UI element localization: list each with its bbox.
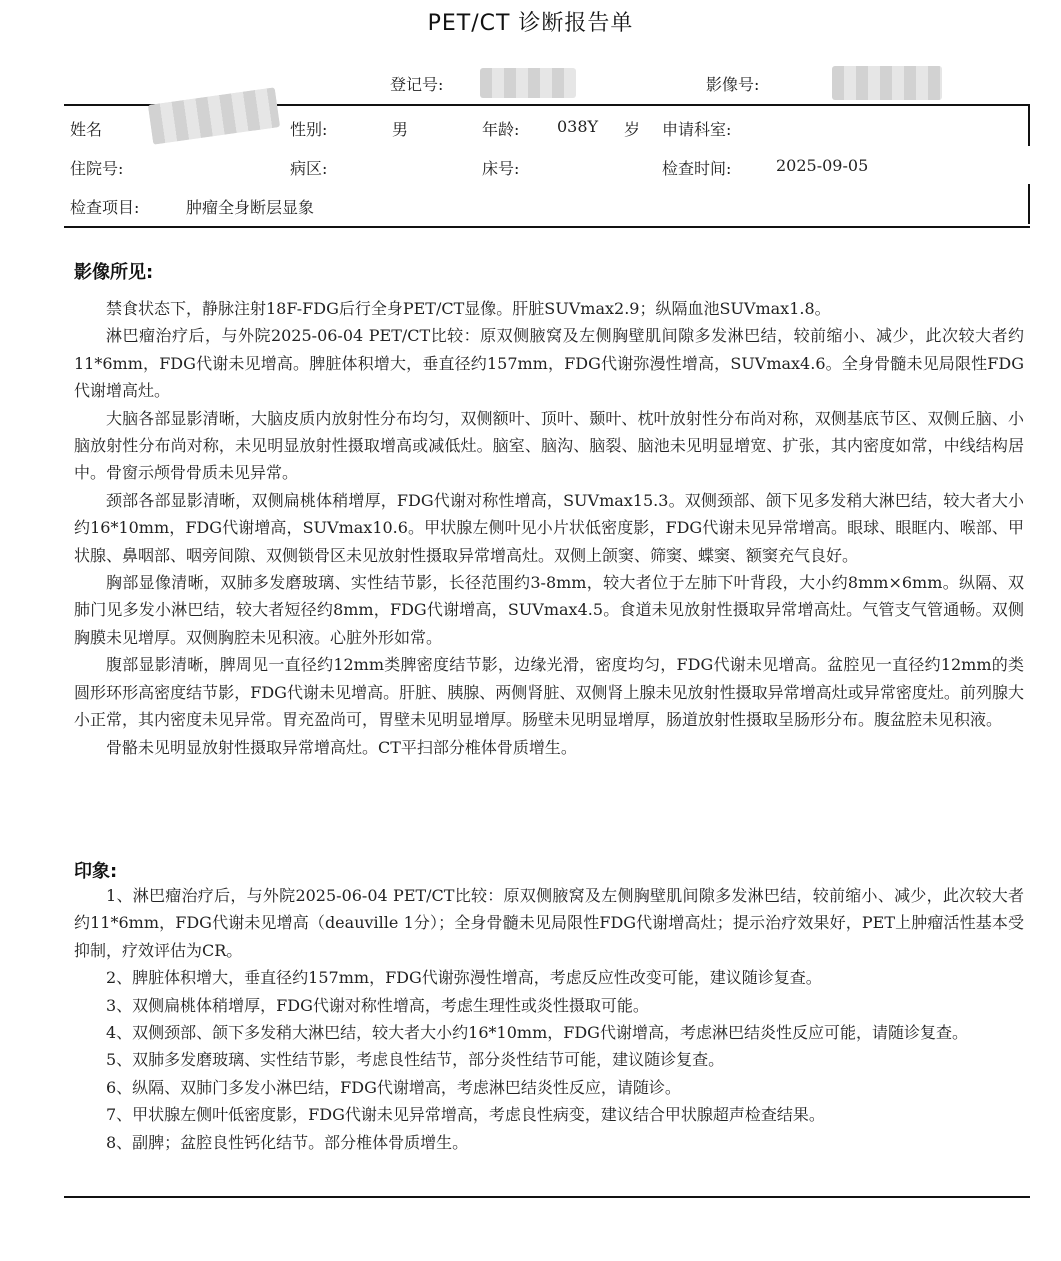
impression-item: 1、淋巴瘤治疗后，与外院2025-06-04 PET/CT比较：原双侧腋窝及左侧胸壁肌间隙多发淋巴结，较前缩小、减少，此次较大者约11*6mm，FDG代谢未见增高（deauville 1分）；全身骨髓未见局限性FDG代谢增高灶；提示治疗效果好，PET上肿瘤活性基本受抑制，疗效评估为CR。 bbox=[74, 886, 1024, 960]
header-right-rule-2 bbox=[1028, 184, 1030, 224]
impression-heading: 印象: bbox=[74, 861, 118, 882]
impression-item: 6、纵隔、双肺门多发小淋巴结，FDG代谢增高，考虑淋巴结炎性反应，请随诊。 bbox=[106, 1077, 681, 1097]
impression-item: 7、甲状腺左侧叶低密度影，FDG代谢未见异常增高，考虑良性病变，建议结合甲状腺超声检查结果。 bbox=[106, 1105, 825, 1125]
impression-item: 4、双侧颈部、颌下多发稍大淋巴结，较大者大小约16*10mm，FDG代谢增高，考虑淋巴结炎性反应可能，请随诊复查。 bbox=[106, 1023, 968, 1043]
findings-paragraph: 大脑各部显影清晰，大脑皮质内放射性分布均匀，双侧额叶、顶叶、颞叶、枕叶放射性分布尚对称，双侧基底节区、双侧丘脑、小脑放射性分布尚对称，未见明显放射性摄取增高或减低灶。脑室、脑沟、脑裂、脑池未见明显增宽、扩张，其内密度如常，中线结构居中。骨窗示颅骨骨质未见异常。 bbox=[74, 408, 1024, 483]
ward-label: 病区: bbox=[290, 159, 328, 178]
exam-time-value: 2025-09-05 bbox=[776, 156, 869, 175]
exam-time-label: 检查时间: bbox=[662, 159, 732, 178]
age-value: 038Y bbox=[557, 117, 599, 136]
findings-paragraph: 胸部显像清晰，双肺多发磨玻璃、实性结节影，长径范围约3-8mm，较大者位于左肺下叶背段，大小约8mm×6mm。纵隔、双肺门见多发小淋巴结，较大者短径约8mm，FDG代谢增高，SUVmax4.5。食道未见放射性摄取异常增高灶。气管支气管通畅。双侧胸膜未见增厚。双侧胸腔未见积液。心脏外形如常。 bbox=[74, 573, 1024, 647]
impression-item: 2、脾脏体积增大，垂直径约157mm，FDG代谢弥漫性增高，考虑反应性改变可能，建议随诊复查。 bbox=[106, 968, 822, 988]
sex-label: 性别: bbox=[290, 120, 328, 139]
header-right-rule-1 bbox=[1028, 104, 1030, 146]
sex-value: 男 bbox=[392, 120, 409, 139]
footer-rule bbox=[64, 1196, 1030, 1198]
findings-block bbox=[74, 295, 1024, 761]
image-no-redacted bbox=[832, 66, 942, 100]
findings-paragraph: 颈部各部显影清晰，双侧扁桃体稍增厚，FDG代谢对称性增高，SUVmax15.3。双侧颈部、颌下见多发稍大淋巴结，较大者大小约16*10mm，FDG代谢增高，SUVmax10.6。甲状腺左侧叶见小片状低密度影，FDG代谢未见异常增高。眼球、眼眶内、喉部、甲状腺、鼻咽部、咽旁间隙、双侧锁骨区未见放射性摄取异常增高灶。双侧上颌窦、筛窦、蝶窦、额窦充气良好。 bbox=[74, 490, 1024, 565]
exam-item-label: 检查项目: bbox=[70, 198, 140, 217]
dept-label: 申请科室: bbox=[662, 120, 732, 139]
findings-paragraph: 骨骼未见明显放射性摄取异常增高灶。CT平扫部分椎体骨质增生。 bbox=[106, 737, 577, 757]
header-bottom-rule bbox=[64, 226, 1030, 228]
reg-no-label: 登记号: bbox=[390, 75, 444, 94]
impression-item: 8、副脾；盆腔良性钙化结节。部分椎体骨质增生。 bbox=[106, 1132, 469, 1152]
impression-block bbox=[74, 882, 1024, 1156]
age-unit: 岁 bbox=[624, 120, 641, 139]
exam-item-value: 肿瘤全身断层显象 bbox=[186, 198, 315, 217]
bed-label: 床号: bbox=[482, 159, 520, 178]
age-label: 年龄: bbox=[482, 120, 520, 139]
name-redacted bbox=[148, 87, 280, 144]
impression-item: 5、双肺多发磨玻璃、实性结节影，考虑良性结节，部分炎性结节可能，建议随诊复查。 bbox=[106, 1050, 725, 1070]
image-no-label: 影像号: bbox=[706, 75, 760, 94]
impression-item: 3、双侧扁桃体稍增厚，FDG代谢对称性增高，考虑生理性或炎性摄取可能。 bbox=[106, 995, 649, 1015]
name-label: 姓名 bbox=[70, 120, 103, 139]
inpatient-label: 住院号: bbox=[70, 159, 124, 178]
findings-paragraph: 腹部显影清晰，脾周见一直径约12mm类脾密度结节影，边缘光滑，密度均匀，FDG代谢未见增高。盆腔见一直径约12mm的类圆形环形高密度结节影，FDG代谢未见增高。肝脏、胰腺、两侧肾脏、双侧肾上腺未见放射性摄取异常增高灶或异常密度灶。前列腺大小正常，其内密度未见异常。胃充盈尚可，胃壁未见明显增厚。肠壁未见明显增厚，肠道放射性摄取呈肠形分布。腹盆腔未见积液。 bbox=[74, 655, 1024, 730]
findings-paragraph: 禁食状态下，静脉注射18F-FDG后行全身PET/CT显像。肝脏SUVmax2.9；纵隔血池SUVmax1.8。 bbox=[106, 299, 831, 318]
findings-heading: 影像所见: bbox=[74, 262, 154, 283]
page-title: PET/CT 诊断报告单 bbox=[427, 11, 634, 36]
findings-paragraph: 淋巴瘤治疗后，与外院2025-06-04 PET/CT比较：原双侧腋窝及左侧胸壁肌间隙多发淋巴结，较前缩小、减少，此次较大者约11*6mm，FDG代谢未见增高。脾脏体积增大，垂直径约157mm，FDG代谢弥漫性增高，SUVmax4.6。全身骨髓未见局限性FDG代谢增高灶。 bbox=[74, 326, 1024, 401]
reg-no-redacted bbox=[480, 68, 576, 98]
